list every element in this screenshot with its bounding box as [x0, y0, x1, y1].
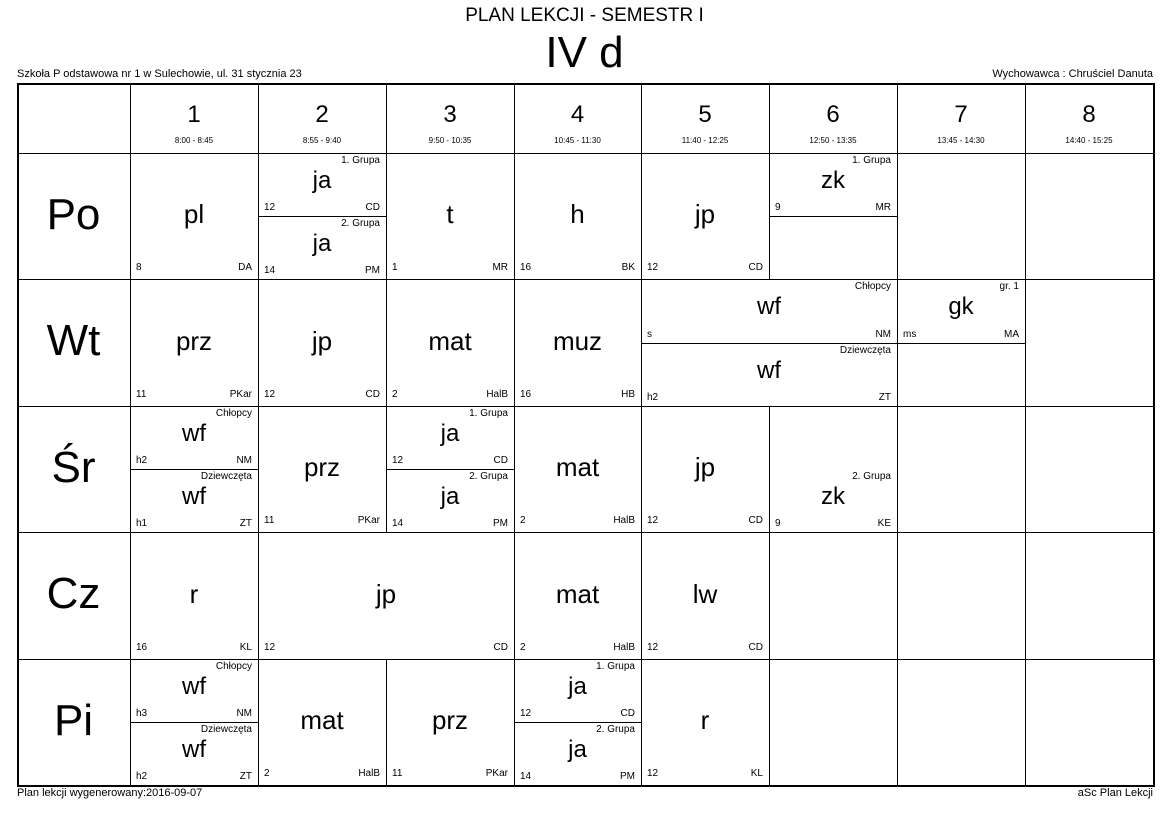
lesson-room: h3 — [136, 708, 148, 719]
period-time: 8:00 - 8:45 — [174, 136, 214, 145]
lesson-subject: zk — [821, 483, 845, 510]
lesson-room: h2 — [136, 771, 148, 782]
period-number: 7 — [954, 101, 968, 128]
lesson-teacher: CD — [748, 515, 763, 526]
lesson-cell — [258, 406, 386, 532]
period-number: 1 — [187, 101, 201, 128]
lesson-teacher: NM — [236, 455, 252, 466]
lesson-teacher: NM — [875, 329, 891, 340]
lesson-room: 14 — [392, 518, 404, 529]
plan-title: PLAN LEKCJI - SEMESTR I — [465, 5, 704, 26]
lesson-subject: wf — [757, 357, 781, 384]
lesson-cell — [386, 153, 514, 279]
lesson-teacher: PKar — [357, 515, 380, 526]
grid-line — [1153, 83, 1155, 787]
group-divider — [897, 343, 1025, 344]
period-number: 8 — [1082, 101, 1096, 128]
lesson-cell — [258, 153, 386, 216]
lesson-cell — [769, 469, 897, 532]
lesson-teacher: KL — [750, 768, 763, 779]
lesson-subject: ja — [440, 420, 460, 447]
lesson-subject: ja — [568, 673, 587, 700]
lesson-room: 2 — [520, 515, 526, 526]
lesson-teacher: CD — [748, 262, 763, 273]
lesson-teacher: CD — [748, 642, 763, 653]
lesson-teacher: HalB — [613, 515, 635, 526]
lesson-subject: wf — [182, 483, 206, 510]
lesson-room: 16 — [520, 262, 532, 273]
period-time: 12:50 - 13:35 — [809, 136, 857, 145]
period-number: 2 — [315, 101, 329, 128]
lesson-group: Chłopcy — [215, 408, 252, 419]
period-time: 8:55 - 9:40 — [302, 136, 342, 145]
lesson-group: 2. Grupa — [341, 218, 380, 229]
lesson-cell — [641, 153, 769, 279]
lesson-room: 12 — [647, 515, 659, 526]
lesson-group: 2. Grupa — [852, 471, 891, 482]
period-header — [1025, 83, 1153, 153]
period-header — [386, 83, 514, 153]
lesson-room: 14 — [520, 771, 532, 782]
lesson-room: s — [647, 329, 652, 340]
lesson-teacher: HB — [621, 389, 635, 400]
grid-line — [1025, 279, 1026, 406]
lesson-teacher: HalB — [613, 642, 635, 653]
lesson-cell — [769, 153, 897, 216]
period-time: 9:50 - 10:35 — [428, 136, 472, 145]
lesson-subject: wf — [182, 420, 206, 447]
lesson-subject: jp — [375, 578, 397, 609]
lesson-cell — [641, 406, 769, 532]
period-header — [641, 83, 769, 153]
software-brand: aSc Plan Lekcji — [1077, 787, 1153, 799]
day-label: Pi — [53, 696, 94, 745]
lesson-cell — [897, 279, 1025, 343]
grid-line — [17, 83, 19, 787]
lesson-subject: muz — [552, 325, 603, 356]
lesson-room: 12 — [647, 642, 659, 653]
lesson-teacher: DA — [238, 262, 252, 273]
day-label: Cz — [46, 569, 101, 618]
lesson-subject: jp — [694, 452, 716, 482]
generated-date: Plan lekcji wygenerowany:2016-09-07 — [17, 787, 203, 799]
period-time: 10:45 - 11:30 — [554, 136, 601, 145]
lesson-subject: wf — [757, 293, 781, 320]
lesson-room: 9 — [775, 202, 781, 213]
lesson-cell — [258, 279, 386, 406]
period-header — [514, 83, 641, 153]
lesson-teacher: HalB — [486, 389, 508, 400]
lesson-room: 11 — [392, 768, 403, 779]
lesson-group: 2. Grupa — [469, 471, 508, 482]
lesson-cell — [386, 469, 514, 532]
lesson-subject: ja — [568, 736, 587, 763]
lesson-teacher: ZT — [239, 518, 252, 529]
lesson-teacher: MA — [1004, 329, 1019, 340]
lesson-subject: ja — [312, 230, 332, 257]
school-name: Szkoła P odstawowa nr 1 w Sulechowie, ul. 31 stycznia 23 — [17, 68, 302, 80]
lesson-room: 12 — [520, 708, 532, 719]
lesson-group: Dziewczęta — [200, 471, 252, 482]
grid-line — [897, 532, 898, 659]
grid-line — [769, 659, 770, 785]
lesson-subject: ja — [440, 483, 460, 510]
lesson-cell — [130, 722, 258, 785]
lesson-cell — [386, 279, 514, 406]
grid-line — [769, 532, 770, 659]
lesson-cell — [514, 279, 641, 406]
grid-line — [1025, 532, 1026, 659]
lesson-room: 2 — [392, 389, 398, 400]
day-label: Wt — [46, 316, 101, 365]
lesson-teacher: ZT — [878, 392, 891, 403]
lesson-group: Dziewczęta — [839, 345, 891, 356]
lesson-group: 1. Grupa — [341, 155, 380, 166]
lesson-group: Chłopcy — [854, 281, 891, 292]
lesson-subject: lw — [692, 578, 718, 609]
day-label: Śr — [51, 443, 96, 492]
lesson-group: Chłopcy — [215, 661, 252, 672]
lesson-room: 2 — [264, 768, 270, 779]
lesson-teacher: HalB — [358, 768, 380, 779]
lesson-teacher: MR — [875, 202, 891, 213]
lesson-cell — [641, 343, 897, 406]
lesson-group: Dziewczęta — [200, 724, 252, 735]
lesson-cell — [386, 406, 514, 469]
period-number: 3 — [443, 101, 457, 128]
lesson-teacher: KL — [239, 642, 252, 653]
lesson-room: 12 — [264, 642, 276, 653]
lesson-room: 11 — [264, 515, 275, 526]
lesson-cell — [258, 659, 386, 785]
lesson-cell — [130, 153, 258, 279]
lesson-cell — [130, 659, 258, 722]
period-number: 5 — [698, 101, 712, 128]
grid-line — [1025, 153, 1026, 279]
lesson-room: 12 — [647, 768, 659, 779]
lesson-subject: jp — [694, 199, 716, 229]
lesson-subject: h — [570, 199, 585, 229]
lesson-teacher: PKar — [229, 389, 252, 400]
lesson-subject: r — [189, 578, 199, 609]
grid-line — [897, 153, 898, 279]
period-time: 11:40 - 12:25 — [681, 136, 729, 145]
lesson-room: 16 — [136, 642, 148, 653]
lesson-subject: mat — [555, 452, 600, 482]
period-time: 13:45 - 14:30 — [937, 136, 985, 145]
lesson-cell — [130, 532, 258, 659]
period-header — [769, 83, 897, 153]
period-header — [897, 83, 1025, 153]
period-number: 6 — [826, 101, 840, 128]
lesson-room: 12 — [264, 389, 276, 400]
lesson-subject: t — [446, 199, 454, 229]
lesson-teacher: CD — [493, 455, 508, 466]
grid-line — [1025, 659, 1026, 785]
class-name: IV d — [545, 28, 624, 77]
lesson-room: h1 — [136, 518, 148, 529]
lesson-subject: pl — [183, 199, 205, 229]
grid-line — [897, 406, 898, 532]
lesson-room: ms — [903, 329, 917, 340]
lesson-teacher: BK — [621, 262, 635, 273]
group-divider — [769, 216, 897, 217]
lesson-cell — [514, 722, 641, 785]
lesson-teacher: CD — [620, 708, 635, 719]
lesson-subject: wf — [182, 736, 206, 763]
lesson-teacher: PKar — [485, 768, 508, 779]
lesson-cell — [130, 279, 258, 406]
lesson-cell — [258, 216, 386, 279]
lesson-cell — [130, 406, 258, 469]
lesson-room: 14 — [264, 265, 276, 276]
lesson-cell — [386, 659, 514, 785]
lesson-subject: ja — [312, 167, 332, 194]
lesson-room: 11 — [136, 389, 147, 400]
homeroom-teacher: Wychowawca : Chruściel Danuta — [992, 68, 1153, 80]
lesson-subject: r — [700, 705, 710, 735]
lesson-room: 16 — [520, 389, 532, 400]
lesson-subject: gk — [948, 293, 974, 320]
lesson-teacher: ZT — [239, 771, 252, 782]
lesson-teacher: CD — [493, 642, 508, 653]
lesson-room: 8 — [136, 262, 142, 273]
lesson-cell — [641, 659, 769, 785]
lesson-subject: jp — [311, 325, 333, 356]
lesson-subject: mat — [555, 578, 600, 609]
day-label: Po — [46, 190, 101, 239]
lesson-subject: prz — [303, 452, 341, 482]
lesson-room: h2 — [647, 392, 659, 403]
grid-line — [1025, 406, 1026, 532]
lesson-cell — [258, 532, 514, 659]
lesson-cell — [514, 532, 641, 659]
lesson-subject: zk — [821, 167, 845, 194]
lesson-subject: prz — [175, 325, 213, 356]
lesson-cell — [130, 469, 258, 532]
lesson-teacher: PM — [620, 771, 635, 782]
lesson-subject: wf — [182, 673, 206, 700]
lesson-subject: mat — [428, 325, 472, 356]
lesson-group: 1. Grupa — [469, 408, 508, 419]
period-time: 14:40 - 15:25 — [1065, 136, 1113, 145]
lesson-teacher: CD — [365, 202, 380, 213]
lesson-teacher: KE — [877, 518, 891, 529]
lesson-subject: prz — [431, 705, 469, 735]
lesson-group: 1. Grupa — [852, 155, 891, 166]
period-header — [258, 83, 386, 153]
lesson-cell — [641, 532, 769, 659]
lesson-cell — [514, 659, 641, 722]
lesson-room: 9 — [775, 518, 781, 529]
lesson-teacher: NM — [236, 708, 252, 719]
lesson-teacher: PM — [493, 518, 508, 529]
lesson-cell — [641, 279, 897, 343]
lesson-group: 2. Grupa — [596, 724, 635, 735]
lesson-room: h2 — [136, 455, 148, 466]
lesson-room: 12 — [264, 202, 276, 213]
lesson-room: 1 — [392, 262, 398, 273]
lesson-group: 1. Grupa — [596, 661, 635, 672]
period-header — [130, 83, 258, 153]
lesson-teacher: MR — [492, 262, 508, 273]
lesson-room: 12 — [647, 262, 659, 273]
lesson-cell — [514, 153, 641, 279]
lesson-group: gr. 1 — [999, 281, 1019, 292]
lesson-room: 12 — [392, 455, 404, 466]
period-number: 4 — [570, 101, 585, 128]
lesson-subject: mat — [300, 705, 344, 735]
lesson-cell — [514, 406, 641, 532]
grid-line — [897, 659, 898, 785]
lesson-teacher: CD — [365, 389, 380, 400]
lesson-teacher: PM — [365, 265, 380, 276]
lesson-room: 2 — [520, 642, 526, 653]
